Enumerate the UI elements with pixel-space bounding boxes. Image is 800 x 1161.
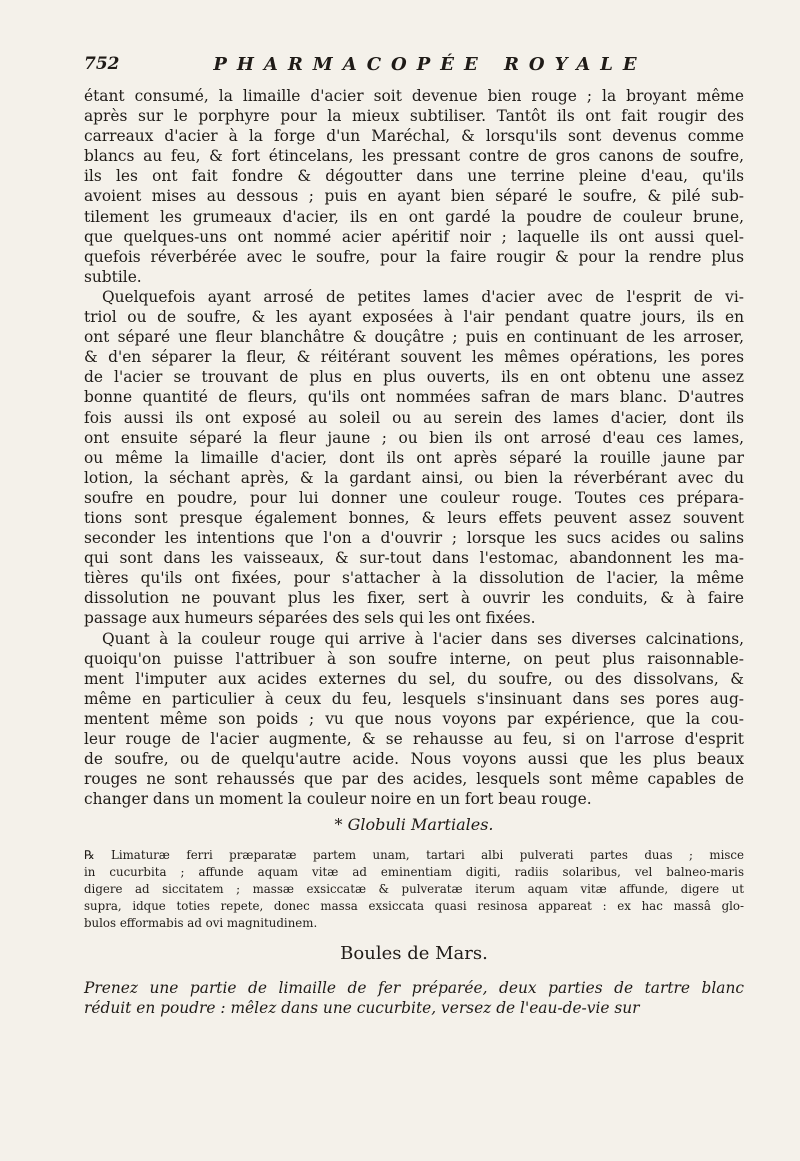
section-heading: Boules de Mars. (340, 943, 488, 965)
text-line: carreaux d'acier à la forge d'un Maréchal, & lorsqu'ils sont devenus comme (84, 127, 744, 146)
text-line: passage aux humeurs séparées des sels qui les ont fixées. (84, 609, 536, 628)
text-line: tions sont presque également bonnes, & leurs effets peuvent assez souvent (84, 508, 744, 527)
text-line: ment l'imputer aux acides externes du sel, du soufre, ou des dissolvans, & (84, 669, 744, 688)
text-line: de l'acier se trouvant de plus en plus ouverts, ils en ont obtenu une assez (84, 368, 744, 387)
text-line: réduit en poudre : mêlez dans une cucurbite, versez de l'eau-de-vie sur (84, 999, 640, 1018)
text-line: fois aussi ils ont exposé au soleil ou au serein des lames d'acier, dont ils (84, 408, 744, 427)
text-line: soufre en poudre, pour lui donner une couleur rouge. Toutes ces prépara- (84, 488, 744, 507)
latin-recipe (84, 847, 744, 932)
text-line: étant consumé, la limaille d'acier soit devenue bien rouge ; la broyant même (84, 87, 744, 105)
page-header (84, 54, 744, 86)
text-line: quefois réverbérée avec le soufre, pour la faire rougir & pour la rendre plus (84, 247, 744, 266)
paragraph-1 (84, 86, 744, 287)
french-recipe (84, 978, 744, 1018)
text-line: après sur le porphyre pour la mieux subtiliser. Tantôt ils ont fait rougir des (84, 107, 744, 126)
text-line: Prenez une partie de limaille de fer préparée, deux parties de tartre blanc (84, 979, 744, 998)
text-line: de soufre, ou de quelqu'autre acide. Nous voyons aussi que les plus beaux (84, 750, 744, 769)
text-line: mentent même son poids ; vu que nous voyons par expérience, que la cou- (84, 709, 744, 728)
text-line: Quelquefois ayant arrosé de petites lames d'acier avec de l'esprit de vi- (102, 287, 744, 306)
text-line: & d'en séparer la fleur, & réitérant souvent les mêmes opérations, les pores (84, 348, 744, 367)
text-line: même en particulier à ceux du feu, lesquels s'insinuant dans ses pores aug- (84, 689, 744, 708)
text-line: tilement les grumeaux d'acier, ils en ont gardé la poudre de couleur brune, (84, 207, 744, 226)
text-line: ℞ Limaturæ ferri præparatæ partem unam, tartari albi pulverati partes duas ; misce (84, 848, 744, 863)
text-line: tières qu'ils ont fixées, pour s'attacher à la dissolution de l'acier, la même (84, 569, 744, 588)
text-line: leur rouge de l'acier augmente, & se rehausse au feu, si on l'arrose d'esprit (84, 730, 744, 748)
text-line: dissolution ne pouvant plus les fixer, sert à ouvrir les conduits, & à faire (84, 589, 744, 608)
text-line: subtile. (84, 267, 142, 286)
text-line: bonne quantité de fleurs, qu'ils ont nommées safran de mars blanc. D'autres (84, 388, 744, 407)
text-line: ils les ont fait fondre & dégoutter dans une terrine pleine d'eau, qu'ils (84, 167, 744, 186)
text-line: in cucurbita ; affunde aquam vitæ ad eminentiam digiti, radiis solaribus, vel balneo-maris (84, 865, 744, 880)
text-line: ont ensuite séparé la fleur jaune ; ou bien ils ont arrosé d'eau ces lames, (84, 428, 744, 447)
text-line: bulos efformabis ad ovi magnitudinem. (84, 916, 318, 931)
main-text (84, 86, 744, 1019)
text-line: que quelques-uns ont nommé acier apéritif noir ; laquelle ils ont aussi quel- (84, 227, 744, 246)
paragraph-3 (84, 629, 744, 810)
text-line: changer dans un moment la couleur noire en un fort beau rouge. (84, 790, 592, 809)
text-line: Quant à la couleur rouge qui arrive à l'acier dans ses diverses calcinations, (102, 629, 744, 648)
text-line: lotion, la séchant après, & la gardant ainsi, ou bien la réverbérant avec du (84, 468, 744, 487)
paragraph-2 (84, 287, 744, 629)
text-line: ont séparé une fleur blanchâtre & douçâtre ; puis en continuant de les arroser, (84, 328, 744, 347)
text-line: seconder les intentions que l'on a d'ouvrir ; lorsque les sucs acides ou salins (84, 529, 744, 548)
text-line: supra, idque toties repete, donec massa exsiccata quasi resinosa appareat : ex hac massâ glo- (84, 899, 744, 914)
text-line: rouges ne sont rehaussés que par des acides, lesquels sont même capables de (84, 770, 744, 789)
recipe-title: * Globuli Martiales. (334, 815, 494, 835)
text-line: ou même la limaille d'acier, dont ils ont après séparé la rouille jaune par (84, 448, 744, 467)
text-line: triol ou de soufre, & les ayant exposées à l'air pendant quatre jours, ils en (84, 308, 744, 327)
running-title: PHARMACOPÉE ROYALE (213, 54, 647, 75)
text-line: blancs au feu, & fort étincelans, les pressant contre de gros canons de soufre, (84, 147, 744, 166)
page-number: 752 (84, 54, 120, 74)
text-line: quoiqu'on puisse l'attribuer à son soufre interne, on peut plus raisonnable- (84, 649, 744, 668)
text-line: qui sont dans les vaisseaux, & sur-tout dans l'estomac, abandonnent les ma- (84, 549, 744, 568)
text-line: digere ad siccitatem ; massæ exsiccatæ & pulveratæ iterum aquam vitæ affunde, digere ut (84, 882, 744, 897)
text-line: avoient mises au dessous ; puis en ayant bien séparé le soufre, & pilé sub- (84, 187, 744, 206)
